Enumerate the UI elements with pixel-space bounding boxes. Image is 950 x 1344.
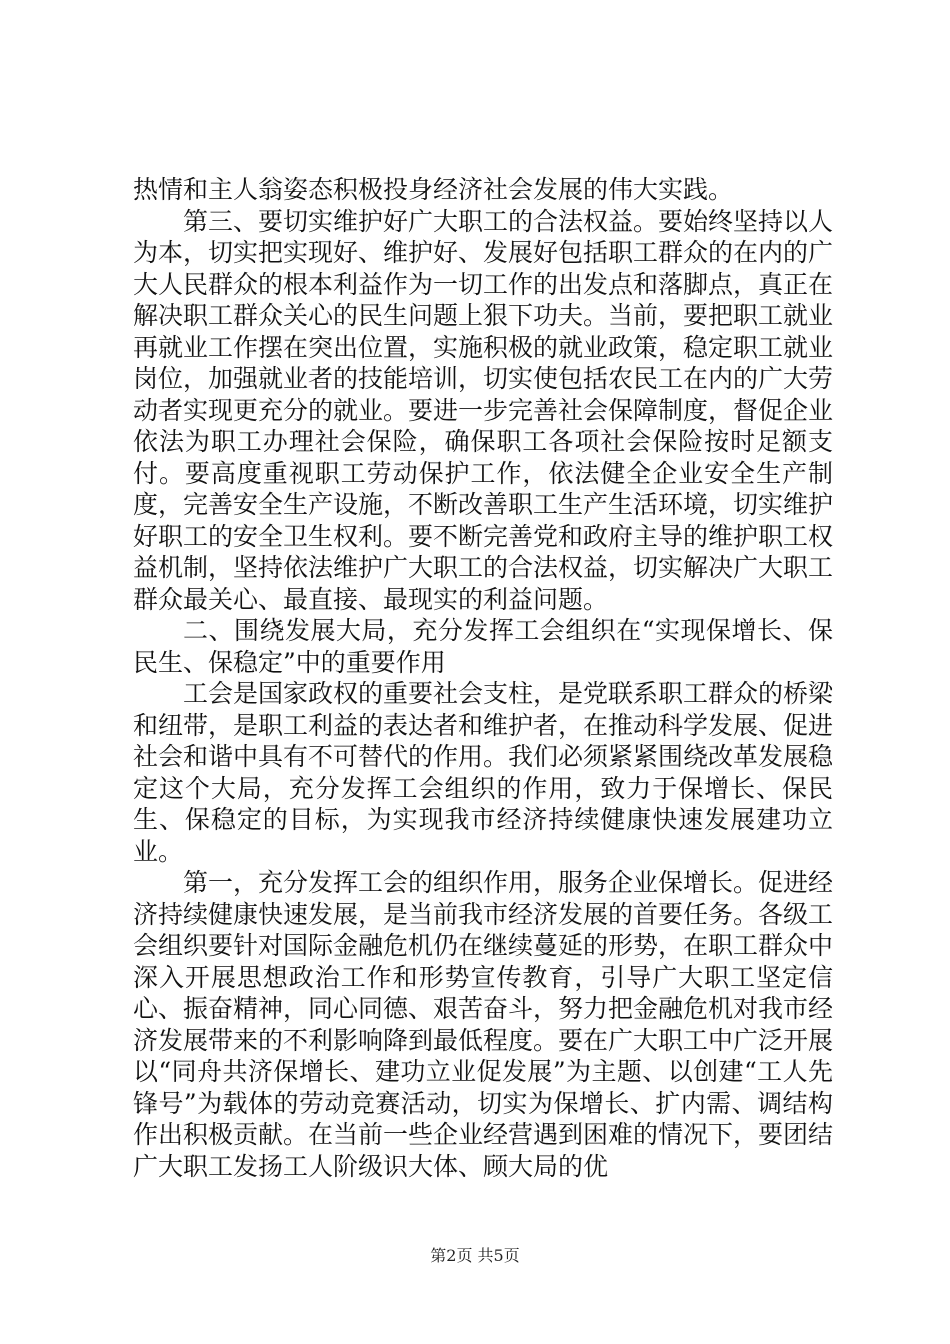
paragraph-union-role: 工会是国家政权的重要社会支柱，是党联系职工群众的桥梁和纽带，是职工利益的表达者和维护者，在推动科学发展、促进社会和谐中具有不可替代的作用。我们必须紧紧围绕改革发展稳定这个大局，充分发挥工会组织的作用，致力于保增长、保民生、保稳定的目标，为实现我市经济持续健康快速发展建功立业。 — [133, 679, 834, 866]
paragraph-first-point: 第一，充分发挥工会的组织作用，服务企业保增长。促进经济持续健康快速发展，是当前我市经济发展的首要任务。各级工会组织要针对国际金融危机仍在继续蔓延的形势，在职工群众中深入开展思想政治工作和形势宣传教育，引导广大职工坚定信心、振奋精神，同心同德、艰苦奋斗，努力把金融危机对我市经济发展带来的不利影响降到最低程度。要在广大职工中广泛开展以“同舟共济保增长、建功立业促发展”为主题、以创建“工人先锋号”为载体的劳动竞赛活动，切实为保增长、扩内需、调结构作出积极贡献。在当前一些企业经营遇到困难的情况下，要团结广大职工发扬工人阶级识大体、顾大局的优 — [133, 868, 834, 1181]
section-heading-two: 二、围绕发展大局，充分发挥工会组织在“实现保增长、保民生、保稳定”中的重要作用 — [133, 616, 833, 677]
page-number-footer: 第2页 共5页 — [430, 1246, 520, 1265]
document-body — [133, 174, 833, 1182]
paragraph-third-point: 第三、要切实维护好广大职工的合法权益。要始终坚持以人为本，切实把实现好、维护好、发展好包括职工群众的在内的广大人民群众的根本利益作为一切工作的出发点和落脚点，真正在解决职工群众关心的民生问题上狠下功夫。当前，要把职工就业再就业工作摆在突出位置，实施积极的就业政策，稳定职工就业岗位，加强就业者的技能培训，切实使包括农民工在内的广大劳动者实现更充分的就业。要进一步完善社会保障制度，督促企业依法为职工办理社会保险，确保职工各项社会保险按时足额支付。要高度重视职工劳动保护工作，依法健全企业安全生产制度，完善安全生产设施，不断改善职工生产生活环境，切实维护好职工的安全卫生权利。要不断完善党和政府主导的维护职工权益机制，坚持依法维护广大职工的合法权益，切实解决广大职工群众最关心、最直接、最现实的利益问题。 — [133, 206, 834, 614]
paragraph-continuation: 热情和主人翁姿态积极投身经济社会发展的伟大实践。 — [133, 175, 734, 204]
